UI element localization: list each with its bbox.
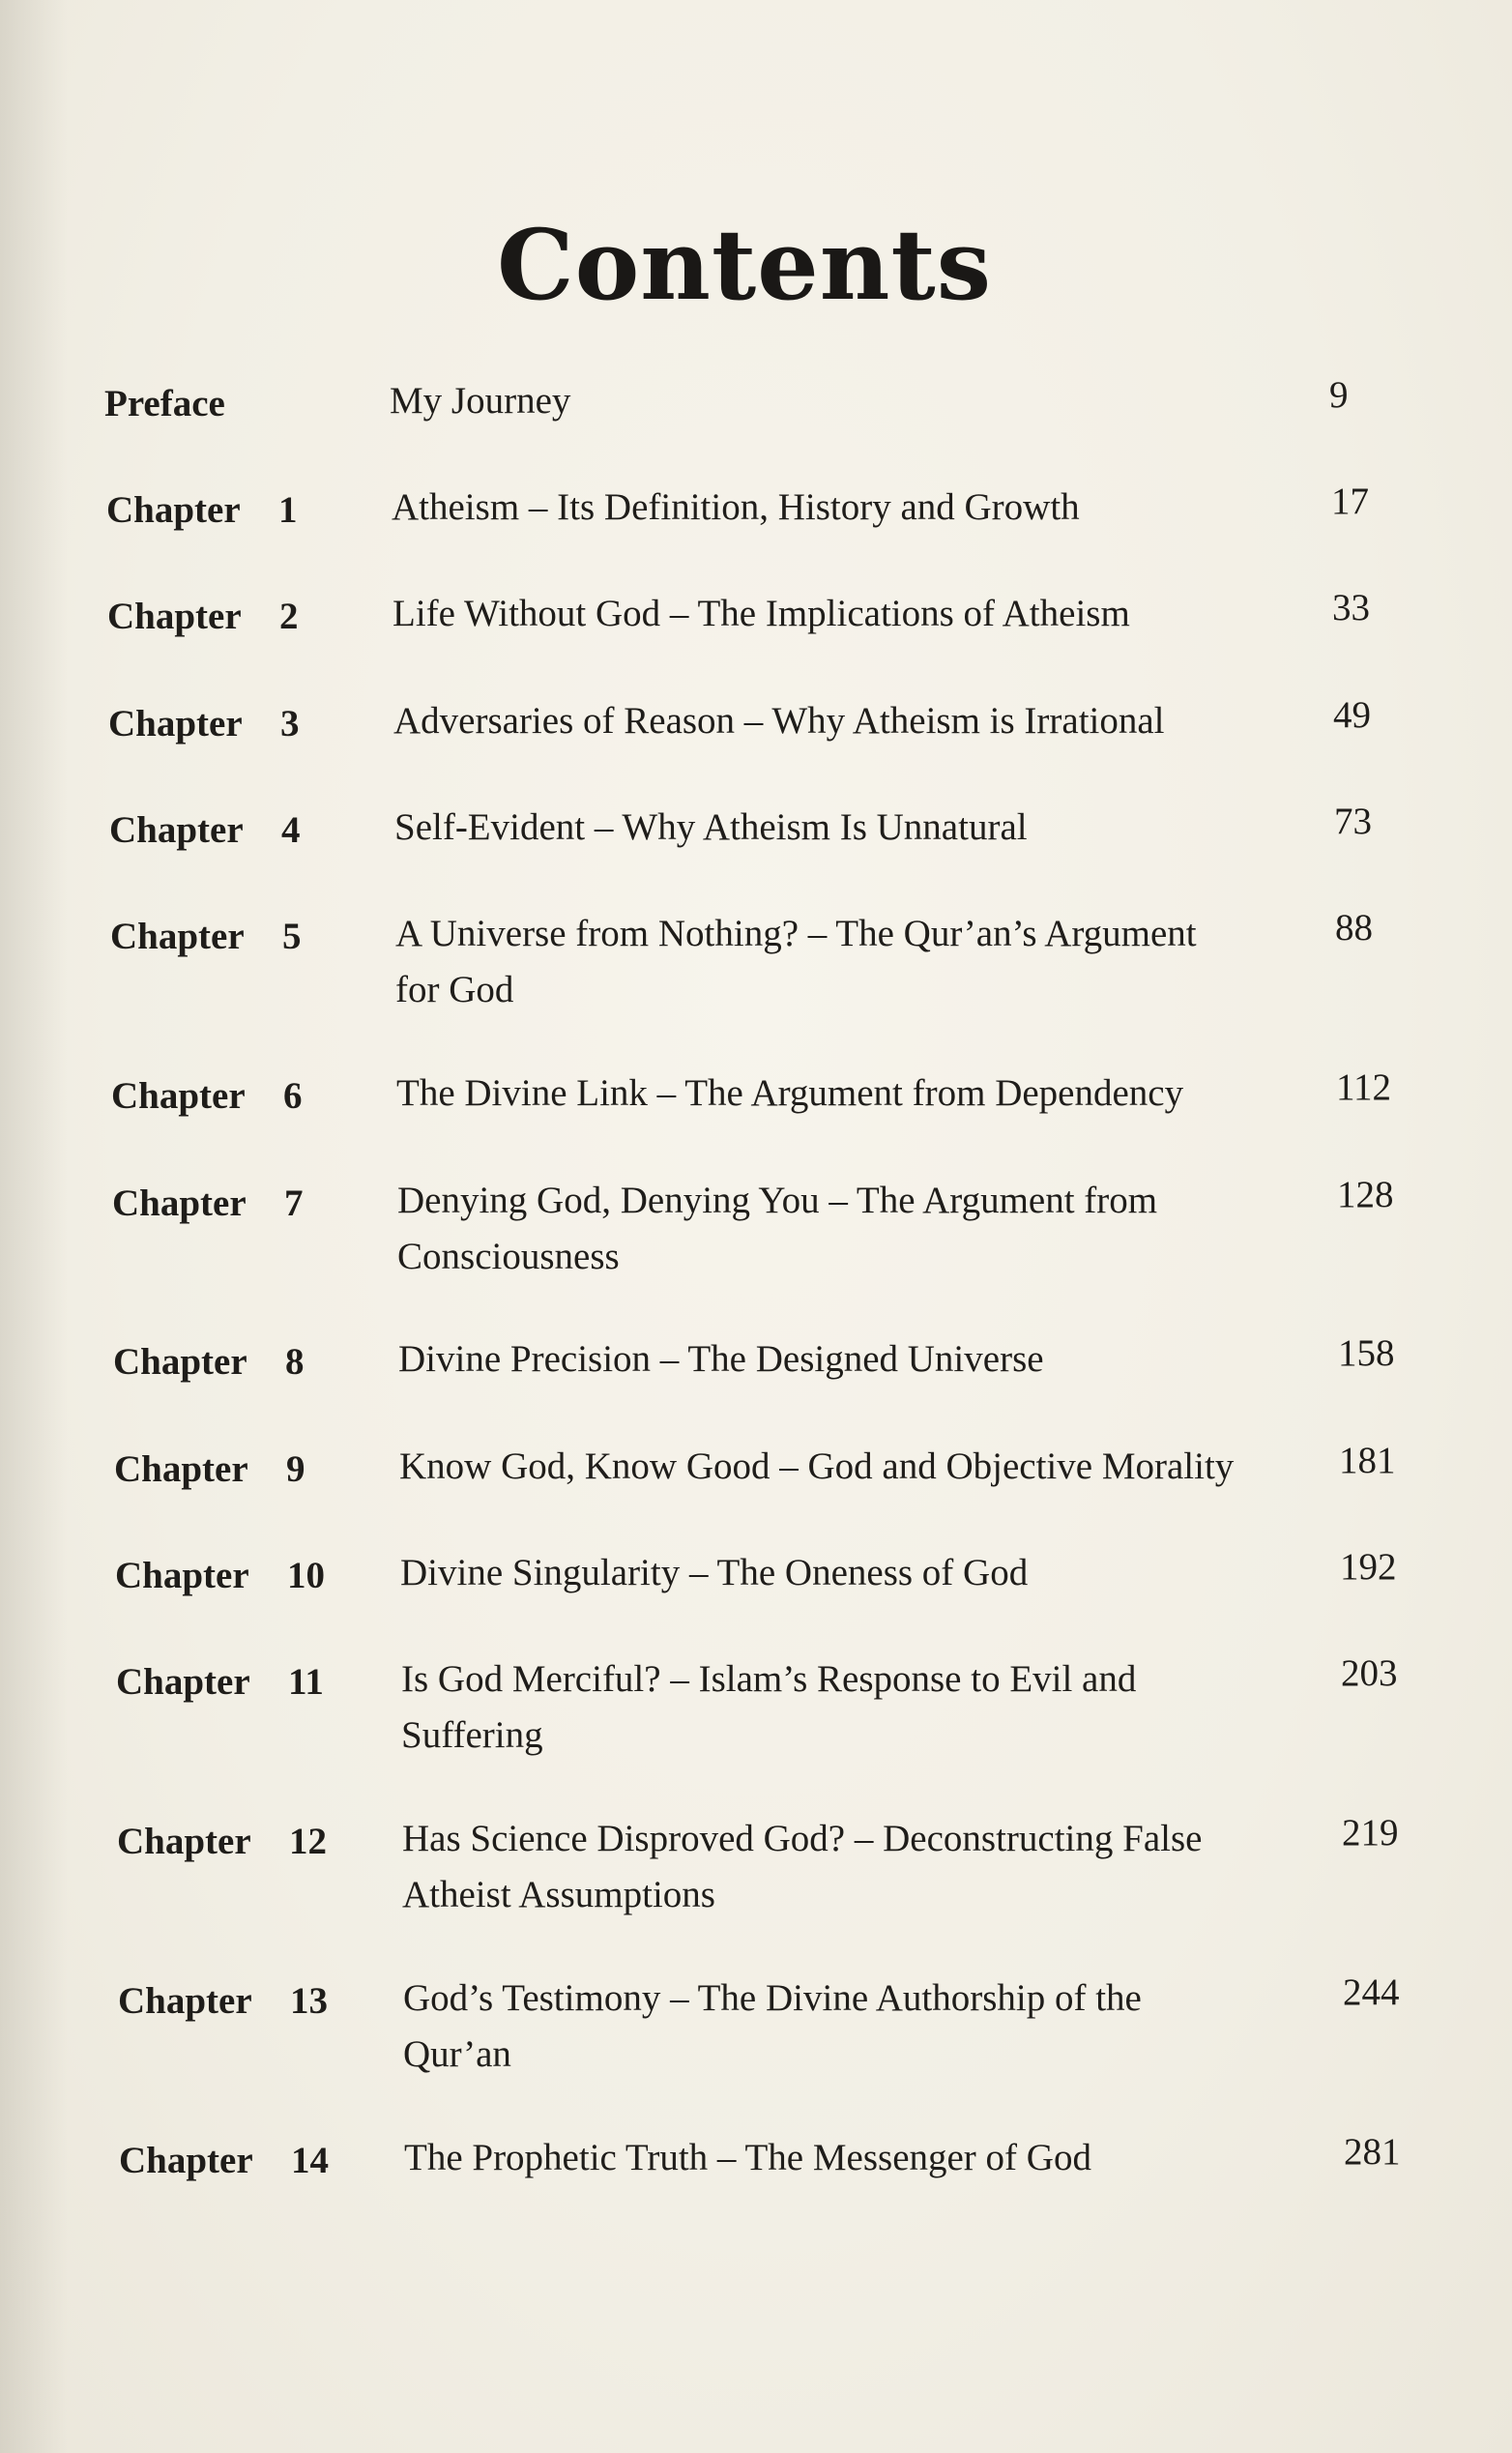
entry-page-number: 17 <box>1331 481 1369 522</box>
contents-heading: Contents <box>496 208 992 322</box>
chapter-number: 6 <box>283 1075 303 1117</box>
entry-page-number: 219 <box>1342 1812 1399 1854</box>
entry-label: Chapter <box>109 809 244 851</box>
entry-label: Chapter <box>115 1555 249 1596</box>
entry-label: Chapter <box>110 916 245 957</box>
entry-label: Chapter <box>107 596 242 637</box>
entry-title-continued: Atheist Assumptions <box>402 1874 715 1915</box>
chapter-number: 3 <box>280 703 300 745</box>
entry-page-number: 244 <box>1343 1971 1400 2013</box>
entry-page-number: 88 <box>1335 907 1373 949</box>
entry-label: Preface <box>104 383 225 424</box>
entry-label: Chapter <box>114 1448 248 1490</box>
entry-title: Divine Singularity – The Oneness of God <box>400 1552 1029 1593</box>
entry-title: Has Science Disproved God? – Deconstructing False <box>402 1818 1203 1859</box>
chapter-number: 14 <box>291 2140 329 2181</box>
chapter-number: 1 <box>278 489 298 531</box>
entry-title-continued: Suffering <box>401 1714 543 1756</box>
chapter-number: 10 <box>287 1555 325 1596</box>
entry-page-number: 73 <box>1334 801 1372 842</box>
entry-title: The Prophetic Truth – The Messenger of God <box>404 2137 1091 2178</box>
entry-page-number: 281 <box>1344 2131 1401 2173</box>
entry-page-number: 128 <box>1337 1174 1394 1215</box>
entry-label: Chapter <box>111 1075 246 1117</box>
entry-page-number: 203 <box>1341 1652 1398 1694</box>
entry-label: Chapter <box>112 1183 247 1224</box>
entry-title: Denying God, Denying You – The Argument from <box>397 1180 1158 1221</box>
entry-title: Divine Precision – The Designed Universe <box>398 1338 1044 1380</box>
chapter-number: 11 <box>288 1661 324 1703</box>
entry-label: Chapter <box>106 489 241 531</box>
entry-page-number: 9 <box>1329 374 1349 416</box>
entry-label: Chapter <box>117 1821 251 1862</box>
chapter-number: 9 <box>286 1448 305 1490</box>
chapter-number: 7 <box>284 1183 304 1224</box>
entry-title: The Divine Link – The Argument from Dependency <box>396 1072 1184 1114</box>
chapter-number: 2 <box>279 596 299 637</box>
entry-label: Chapter <box>108 703 243 745</box>
entry-title: Know God, Know Good – God and Objective Morality <box>399 1446 1235 1487</box>
entry-title: My Journey <box>390 380 571 422</box>
entry-title: Self-Evident – Why Atheism Is Unnatural <box>394 806 1028 848</box>
entry-title-continued: Qur’an <box>403 2033 511 2075</box>
entry-title: God’s Testimony – The Divine Authorship of the <box>403 1977 1142 2019</box>
entry-label: Chapter <box>116 1661 250 1703</box>
entry-page-number: 112 <box>1336 1066 1392 1108</box>
entry-page-number: 33 <box>1332 587 1370 628</box>
entry-label: Chapter <box>118 1980 252 2022</box>
entry-page-number: 158 <box>1338 1332 1395 1374</box>
entry-title: Life Without God – The Implications of Atheism <box>393 593 1130 634</box>
entry-title: Is God Merciful? – Islam’s Response to Evil and <box>401 1658 1137 1700</box>
chapter-number: 8 <box>285 1341 305 1383</box>
chapter-number: 13 <box>290 1980 328 2022</box>
entry-page-number: 49 <box>1333 694 1371 736</box>
entry-title-continued: Consciousness <box>397 1236 620 1277</box>
entry-page-number: 181 <box>1339 1440 1396 1481</box>
entry-label: Chapter <box>113 1341 247 1383</box>
entry-page-number: 192 <box>1340 1546 1397 1588</box>
chapter-number: 4 <box>281 809 301 851</box>
entry-title-continued: for God <box>395 969 514 1010</box>
chapter-number: 12 <box>289 1821 327 1862</box>
entry-title: Adversaries of Reason – Why Atheism is Irrational <box>393 700 1165 742</box>
chapter-number: 5 <box>282 916 302 957</box>
entry-label: Chapter <box>119 2140 253 2181</box>
entry-title: Atheism – Its Definition, History and Growth <box>392 486 1080 528</box>
entry-title: A Universe from Nothing? – The Qur’an’s Argument <box>395 913 1197 954</box>
